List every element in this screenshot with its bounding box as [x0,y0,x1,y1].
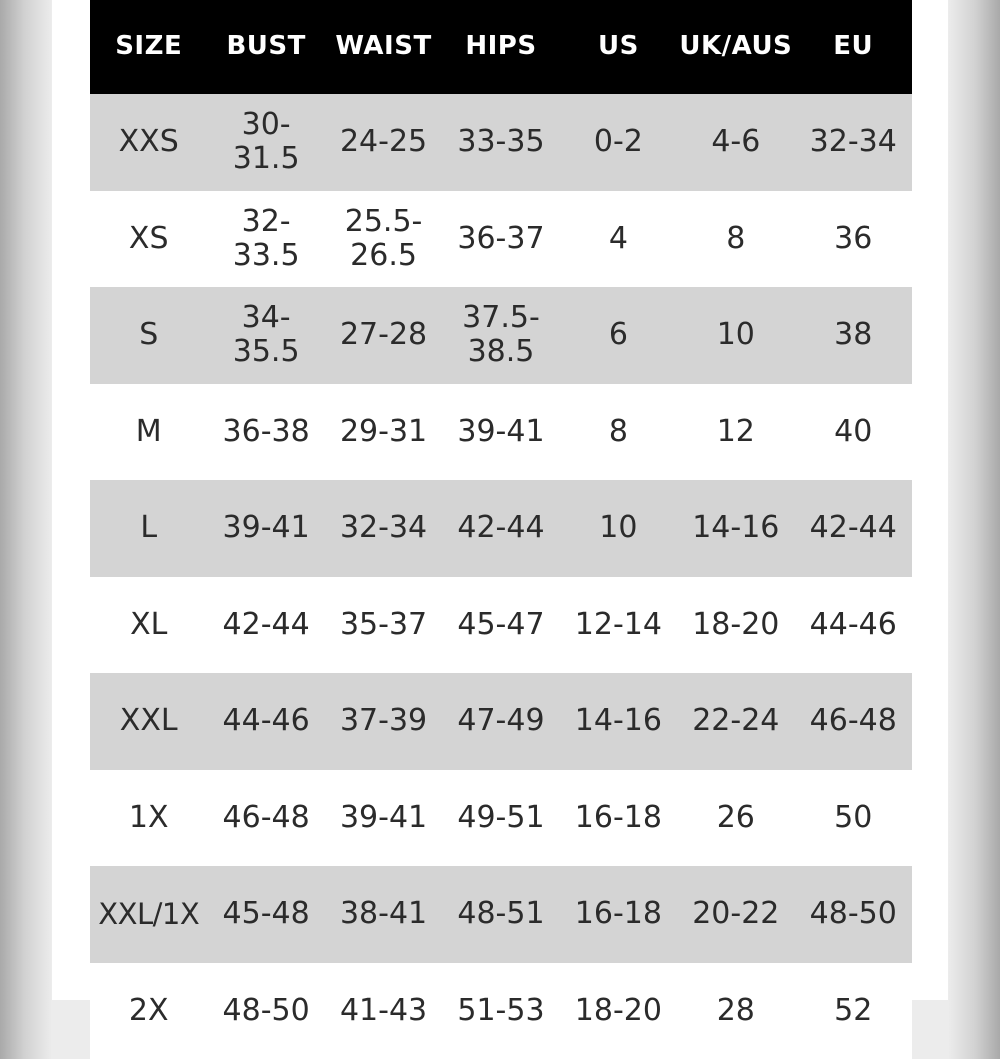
cell-eu: 50 [795,801,912,835]
table-row [90,384,912,481]
table-row [90,866,912,963]
cell-hips: 47-49 [442,704,559,738]
cell-size: 2X [90,994,207,1028]
cell-size: 1X [90,801,207,835]
cell-uk-aus: 8 [677,222,794,256]
cell-waist: 24-25 [325,125,442,159]
table-row [90,191,912,288]
table-row [90,770,912,867]
header-bust: BUST [207,0,324,67]
cell-size: XL [90,608,207,642]
cell-eu: 40 [795,415,912,449]
cell-uk-aus: 14-16 [677,511,794,545]
cell-hips: 39-41 [442,415,559,449]
cell-waist: 37-39 [325,704,442,738]
cell-size: XXL/1X [90,897,207,931]
table-row [90,94,912,191]
cell-uk-aus: 22-24 [677,704,794,738]
cell-eu: 32-34 [795,125,912,159]
table-row [90,287,912,384]
cell-eu: 44-46 [795,608,912,642]
cell-waist: 41-43 [325,994,442,1028]
cell-uk-aus: 18-20 [677,608,794,642]
cell-us: 6 [560,318,677,352]
cell-eu: 46-48 [795,704,912,738]
cell-bust: 30- 31.5 [207,108,324,176]
cell-eu: 38 [795,318,912,352]
cell-bust: 32- 33.5 [207,205,324,273]
cell-hips: 33-35 [442,125,559,159]
cell-bust: 36-38 [207,415,324,449]
cell-bust: 44-46 [207,704,324,738]
cell-waist: 27-28 [325,318,442,352]
table-row [90,577,912,674]
table-body [90,94,912,1059]
cell-hips: 37.5- 38.5 [442,301,559,369]
cell-size: XXL [90,704,207,738]
cell-waist: 38-41 [325,897,442,931]
table-row [90,673,912,770]
cell-bust: 45-48 [207,897,324,931]
header-eu: EU [795,0,912,67]
cell-bust: 46-48 [207,801,324,835]
cell-size: M [90,415,207,449]
cell-us: 0-2 [560,125,677,159]
table-row [90,480,912,577]
cell-waist: 29-31 [325,415,442,449]
cell-us: 14-16 [560,704,677,738]
cell-size: XS [90,222,207,256]
cell-size: S [90,318,207,352]
cell-waist: 35-37 [325,608,442,642]
cell-uk-aus: 10 [677,318,794,352]
cell-hips: 51-53 [442,994,559,1028]
cell-us: 16-18 [560,801,677,835]
cell-uk-aus: 4-6 [677,125,794,159]
cell-us: 10 [560,511,677,545]
cell-hips: 49-51 [442,801,559,835]
header-hips: HIPS [442,0,559,67]
cell-hips: 48-51 [442,897,559,931]
table-row [90,963,912,1059]
cell-us: 8 [560,415,677,449]
header-size: SIZE [90,0,207,67]
size-chart-table [90,0,912,1059]
cell-waist: 32-34 [325,511,442,545]
cell-hips: 36-37 [442,222,559,256]
cell-uk-aus: 28 [677,994,794,1028]
cell-size: L [90,511,207,545]
cell-eu: 52 [795,994,912,1028]
header-waist: WAIST [325,0,442,67]
table-header-row [90,0,912,94]
cell-hips: 45-47 [442,608,559,642]
cell-eu: 36 [795,222,912,256]
cell-us: 16-18 [560,897,677,931]
cell-uk-aus: 26 [677,801,794,835]
header-uk-aus: UK/AUS [677,0,794,67]
cell-uk-aus: 12 [677,415,794,449]
cell-size: XXS [90,125,207,159]
cell-eu: 48-50 [795,897,912,931]
cell-bust: 42-44 [207,608,324,642]
cell-bust: 48-50 [207,994,324,1028]
cell-waist: 25.5- 26.5 [325,205,442,273]
size-chart-panel [52,0,948,1000]
cell-bust: 34- 35.5 [207,301,324,369]
cell-us: 18-20 [560,994,677,1028]
cell-us: 4 [560,222,677,256]
header-us: US [560,0,677,67]
cell-waist: 39-41 [325,801,442,835]
cell-eu: 42-44 [795,511,912,545]
cell-bust: 39-41 [207,511,324,545]
cell-us: 12-14 [560,608,677,642]
cell-uk-aus: 20-22 [677,897,794,931]
cell-hips: 42-44 [442,511,559,545]
